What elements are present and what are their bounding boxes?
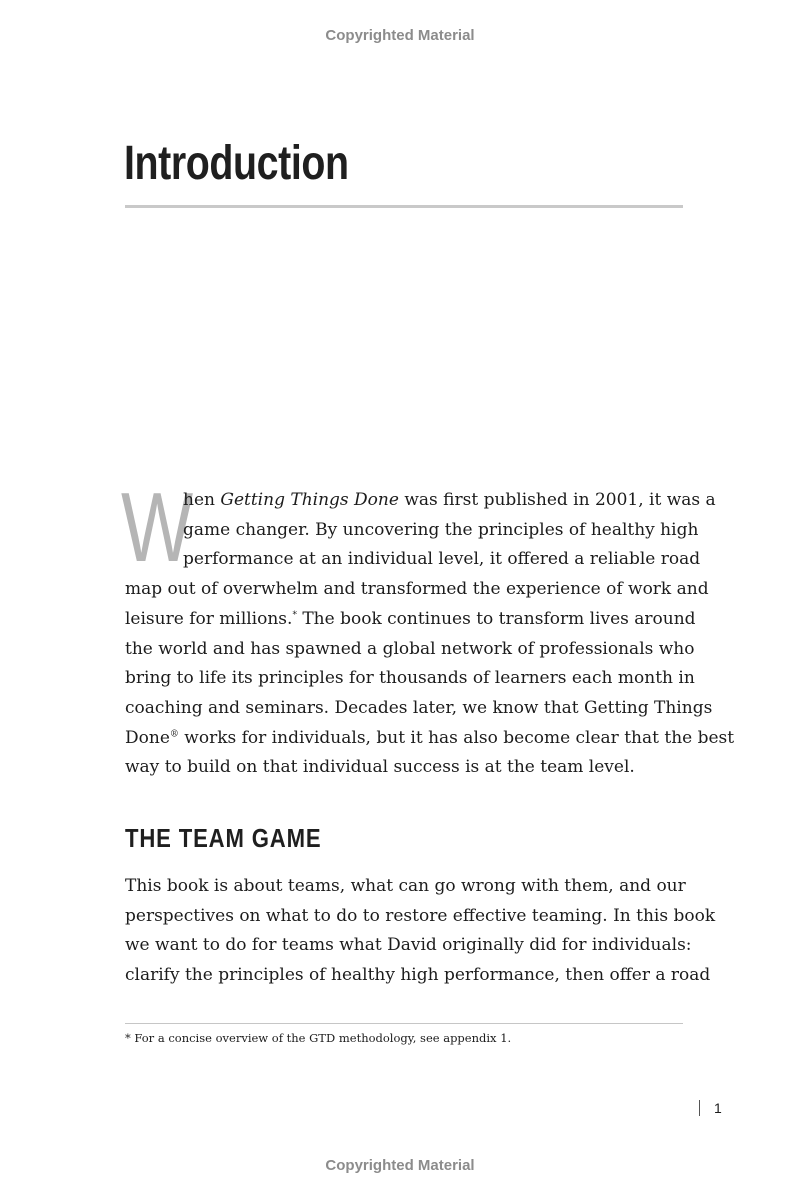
drop-cap: W [121, 472, 194, 582]
chapter-title: Introduction [124, 137, 349, 190]
section-paragraph [125, 872, 716, 991]
paragraph-line: Done® works for individuals, but it has also become clear that the best [125, 727, 735, 748]
paragraph-line: way to build on that individual success is at the team level. [125, 757, 635, 778]
footnote: * For a concise overview of the GTD methodology, see appendix 1. [125, 1031, 512, 1045]
paragraph-line: perspectives on what to do to restore effective teaming. In this book [125, 905, 716, 926]
page-number: 1 [714, 1100, 722, 1116]
title-divider [125, 205, 683, 208]
footnote-divider [125, 1023, 683, 1024]
paragraph-line: coaching and seminars. Decades later, we know that Getting Things [125, 697, 713, 718]
paragraph-line: bring to life its principles for thousands of learners each month in [125, 668, 695, 689]
copyright-watermark-bottom: Copyrighted Material [325, 1157, 475, 1174]
paragraph-line: game changer. By uncovering the principles of healthy high [183, 519, 699, 540]
paragraph-line: clarify the principles of healthy high performance, then offer a road [125, 965, 711, 986]
paragraph-line: performance at an individual level, it offered a reliable road [183, 549, 701, 570]
book-title-italic: Getting Things Done [220, 490, 399, 510]
page-number-separator [699, 1100, 700, 1116]
paragraph-line: This book is about teams, what can go wrong with them, and our [125, 876, 686, 896]
footnote-marker: * [292, 610, 297, 621]
section-heading: THE TEAM GAME [125, 823, 322, 853]
copyright-watermark-top: Copyrighted Material [325, 27, 475, 44]
paragraph-line: leisure for millions.* The book continues to transform lives around [125, 608, 696, 629]
paragraph-line: we want to do for teams what David originally did for individuals: [125, 935, 692, 956]
paragraph-line: map out of overwhelm and transformed the experience of work and [125, 579, 709, 600]
registered-mark: ® [169, 728, 179, 739]
paragraph-line: the world and has spawned a global network of professionals who [125, 638, 695, 659]
paragraph-line: hen Getting Things Done was first published in 2001, it was a [183, 490, 716, 510]
intro-paragraph [125, 486, 735, 783]
